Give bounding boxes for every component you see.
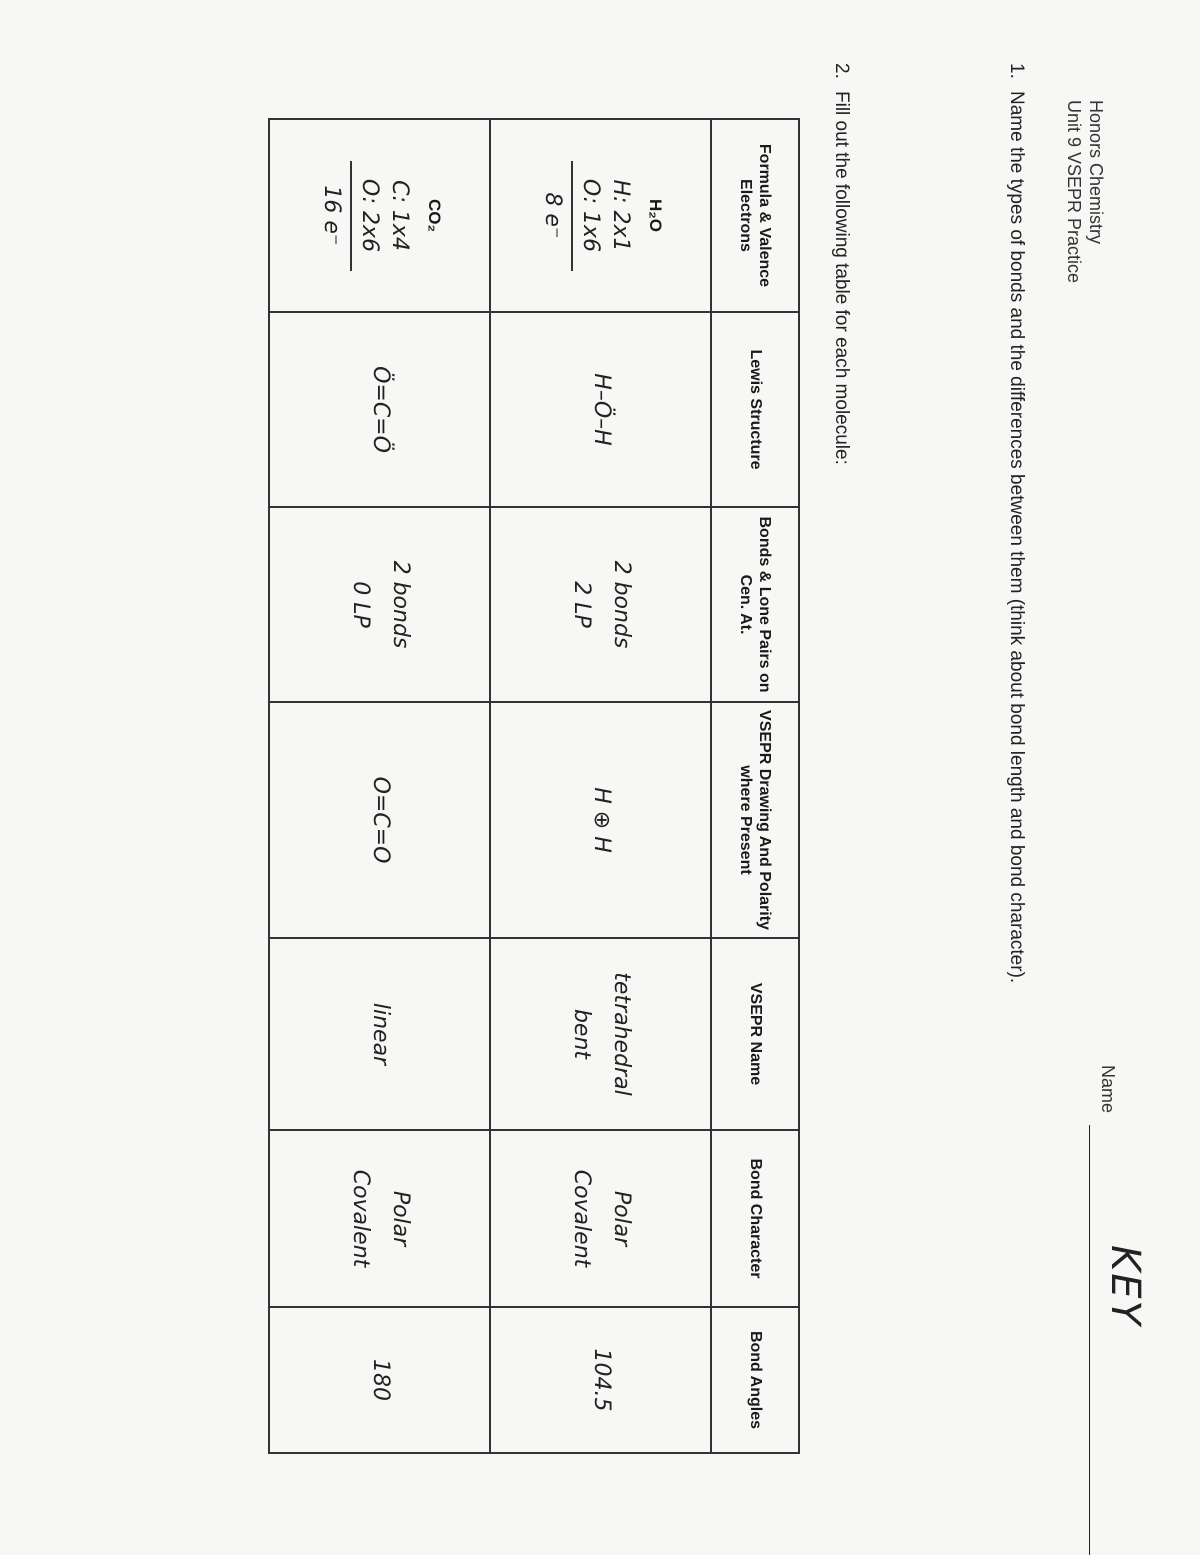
vsepr-name-cell [269,938,490,1130]
question-2 [830,63,852,465]
name-field [1089,1125,1122,1555]
unit-title: Unit 9 VSEPR Practice [1064,100,1084,284]
lewis-structure: H–Ö–H [490,312,711,507]
question-2-text: Fill out the following table for each molecule: [831,91,852,465]
question-1-text: Name the types of bonds and the differences between them (think about bond length and bond character). [1006,91,1027,984]
lewis-structure: Ö=C=Ö [269,312,490,507]
name-value: KEY [1102,1245,1148,1327]
header-vsepr-name: VSEPR Name [711,938,799,1130]
name-label: Name [1098,1065,1118,1114]
header-bond-character: Bond Character [711,1130,799,1307]
vsepr-table [268,118,800,1454]
valence-total: 8 e⁻ [537,161,573,271]
bonds-count: 2 bonds [387,560,413,649]
question-2-number: 2. [831,63,852,79]
vsepr-name-line: linear [367,1002,393,1066]
question-1-number: 1. [1006,63,1027,79]
bond-character-line: Polar [608,1190,634,1247]
header-bond-angles: Bond Angles [711,1307,799,1453]
bonds-lone-pairs-cell [269,507,490,702]
formula-cell [269,119,490,312]
vsepr-drawing: O=C=O [269,702,490,938]
vsepr-name-cell [490,938,711,1130]
header-vsepr-drawing: VSEPR Drawing And Polarity where Present [711,702,799,938]
valence-line: C: 1x4 [386,180,412,251]
bond-character-line: Polar [387,1190,413,1247]
header-formula: Formula & Valence Electrons [711,119,799,312]
vsepr-name-line: bent [568,1008,594,1060]
valence-line: H: 2x1 [607,179,633,252]
bonds-lone-pairs-cell [490,507,711,702]
bond-angle: 180 [269,1307,490,1453]
header-lewis: Lewis Structure [711,312,799,507]
bond-angle: 104.5 [490,1307,711,1453]
formula: H₂O [645,198,665,233]
course-title: Honors Chemistry [1086,100,1106,245]
table-header-row [711,119,799,1453]
bond-character-cell [490,1130,711,1307]
bond-character-line: Covalent [347,1169,373,1268]
bond-character-cell [269,1130,490,1307]
formula: CO₂ [424,198,444,233]
header-bonds-lone-pairs: Bonds & Lone Pairs on Cen. At. [711,507,799,702]
vsepr-drawing: H ⊕ H [490,702,711,938]
vsepr-name-line: tetrahedral [608,972,634,1096]
valence-total: 16 e⁻ [316,161,352,271]
bonds-count: 2 bonds [608,560,634,649]
formula-cell [490,119,711,312]
valence-line: O: 1x6 [577,178,603,253]
lone-pairs-count: 2 LP [568,581,594,628]
bond-character-line: Covalent [568,1169,594,1268]
table-row [490,119,711,1453]
valence-line: O: 2x6 [356,178,382,253]
table-row [269,119,490,1453]
question-1 [1005,63,1027,983]
lone-pairs-count: 0 LP [347,581,373,628]
